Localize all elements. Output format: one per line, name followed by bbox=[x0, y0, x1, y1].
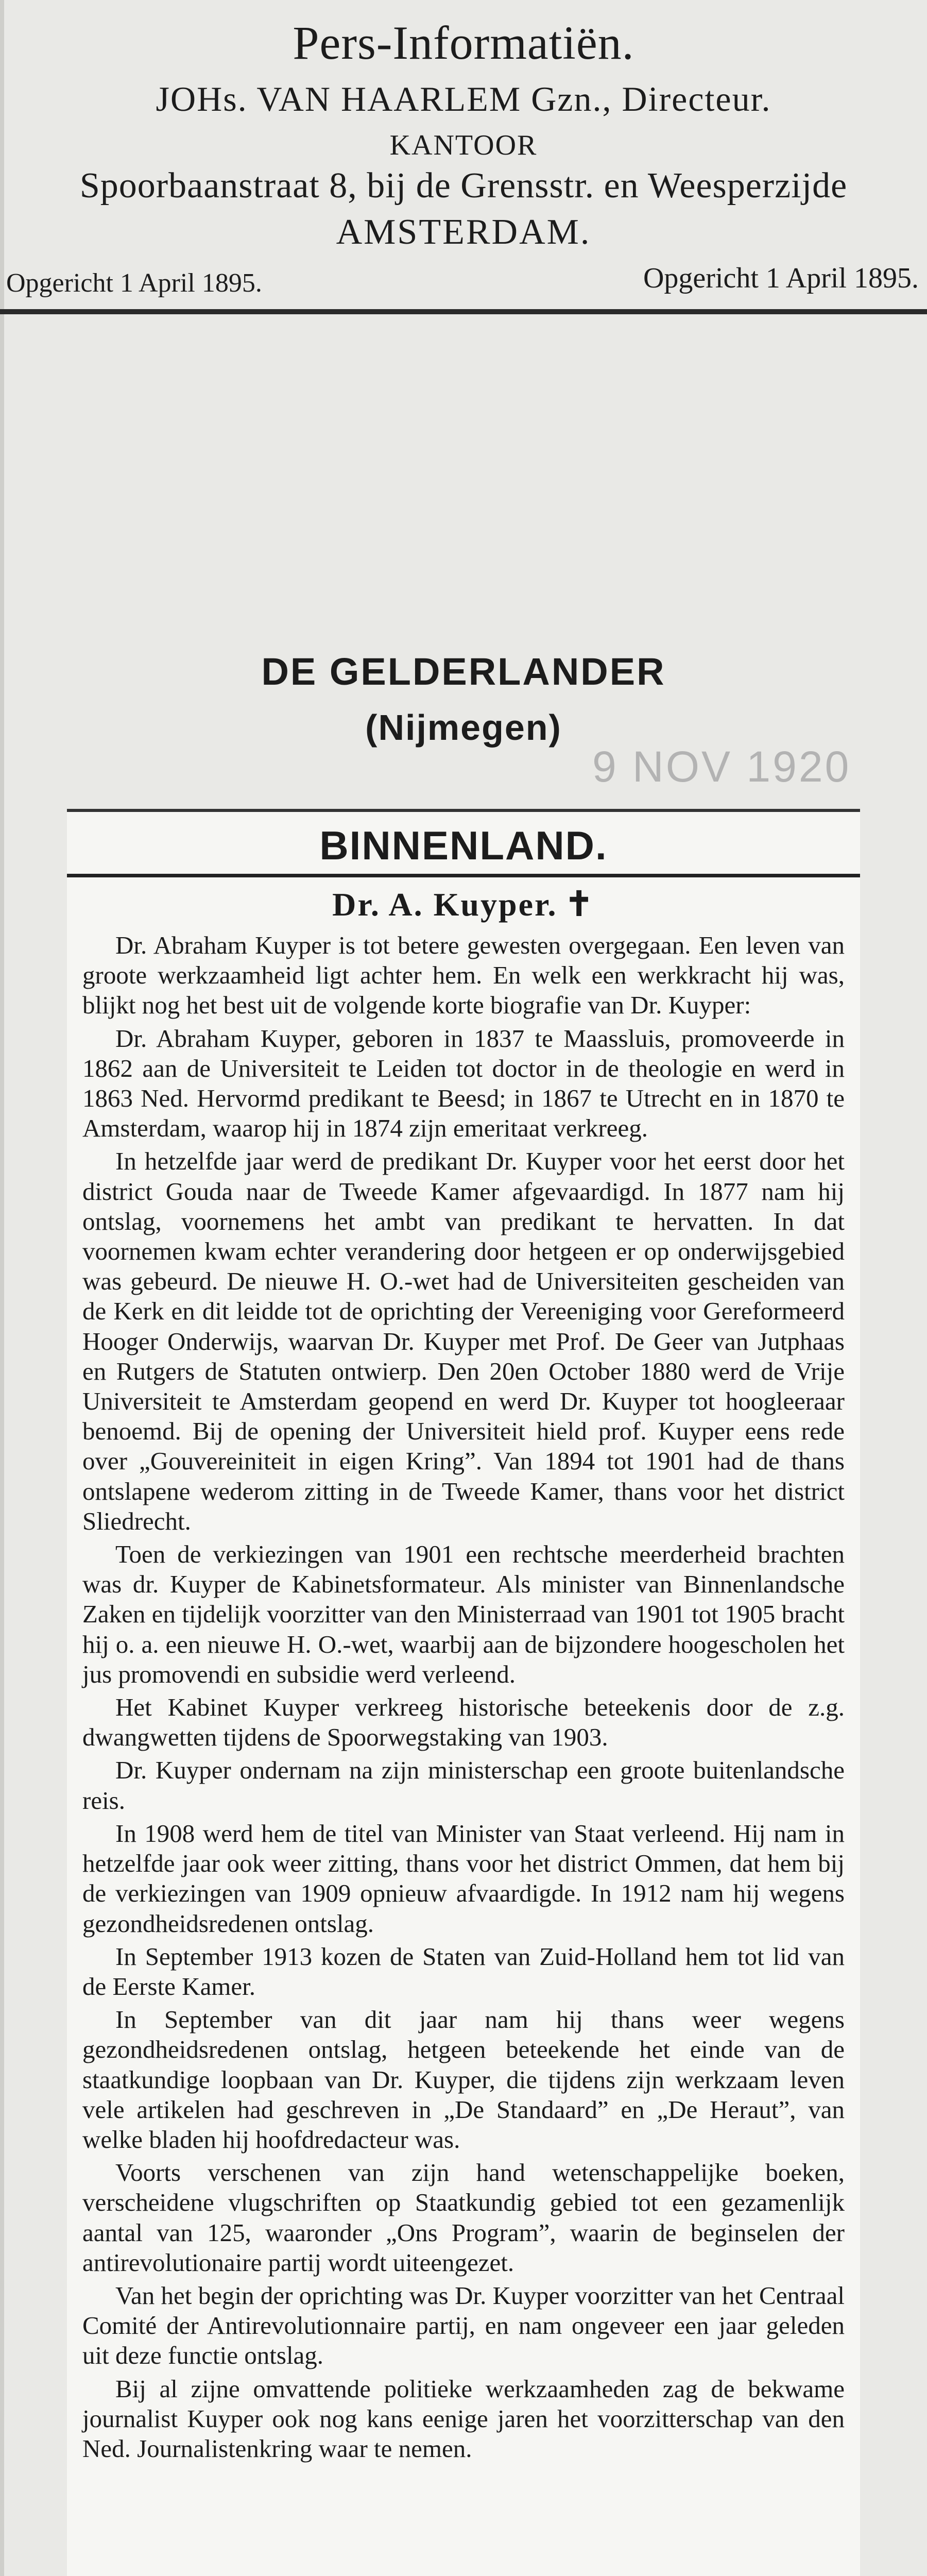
paragraph: Dr. Abraham Kuyper is tot betere gewesten overgegaan. Een leven van groote werkzaamheid ligt achter hem. En welk een werkkracht hij was, blijkt nog het best uit de volgende korte biografie van Dr. Kuyper: bbox=[82, 931, 845, 1020]
letterhead-title: Pers-Informatiën. bbox=[293, 16, 634, 69]
newspaper-clipping bbox=[67, 809, 860, 2576]
letterhead-address: Spoorbaanstraat 8, bij de Grensstr. en Weesperzijde bbox=[79, 166, 848, 206]
paragraph: Het Kabinet Kuyper verkreeg historische beteekenis door de z.g. dwangwetten tijdens de Spoorwegstaking van 1903. bbox=[82, 1693, 845, 1752]
paragraph: In September 1913 kozen de Staten van Zuid-Holland hem tot lid van de Eerste Kamer. bbox=[82, 1942, 845, 2001]
paragraph: Voorts verschenen van zijn hand wetenschappelijke boeken, verscheidene vlugschriften op Staatkundig gebied tot een gezamenlijk aantal van 125, waaronder „Ons Program”, waarin de beginselen der antirevolutionaire partij wordt uiteengezet. bbox=[82, 2158, 845, 2277]
letterhead-city: AMSTERDAM. bbox=[336, 212, 591, 252]
paragraph: Toen de verkiezingen van 1901 een rechtsche meerderheid brachten was dr. Kuyper de Kabinetsformateur. Als minister van Binnenlandsche Zaken en tijdelijk voorzitter van den Ministerraad van 1901 tot 1905 bracht hij o. a. een nieuwe H. O.-wet, waarbij aan de bijzondere hoogescholen het jus promovendi en subsidie werd verleend. bbox=[82, 1540, 845, 1688]
article-title bbox=[67, 885, 860, 924]
article-title-text: Dr. A. Kuyper. bbox=[332, 886, 558, 923]
date-stamp: 9 NOV 1920 bbox=[592, 742, 851, 791]
paragraph: Bij al zijne omvattende politieke werkzaamheden zag de bekwame journalist Kuyper ook nog kans eenige jaren het voorzitterschap van den Ned. Journalistenkring waar te nemen. bbox=[82, 2374, 845, 2463]
letterhead-office-label: KANTOOR bbox=[389, 129, 538, 161]
section-heading: BINNENLAND. bbox=[319, 823, 608, 868]
page-edge bbox=[0, 0, 4, 2576]
letterhead bbox=[0, 0, 927, 319]
section-rule bbox=[67, 874, 860, 877]
cross-icon: ✝ bbox=[564, 886, 595, 923]
article-body bbox=[82, 930, 845, 2467]
paragraph: In 1908 werd hem de titel van Minister van Staat verleend. Hij nam in hetzelfde jaar ook weer zitting, thans voor het district Ommen, dat hem bij de verkiezingen van 1909 opnieuw afvaardigde. In 1912 nam hij wegens gezondheidsredenen ontslag. bbox=[82, 1819, 845, 1938]
letterhead-divider bbox=[0, 309, 927, 314]
paragraph: Van het begin der oprichting was Dr. Kuyper voorzitter van het Centraal Comité der Antirevolutionnaire partij, en nam ongeveer een jaar geleden uit deze functie ontslag. bbox=[82, 2281, 845, 2370]
paragraph: Dr. Kuyper ondernam na zijn ministerschap een groote buitenlandsche reis. bbox=[82, 1756, 845, 1815]
clipping-top-rule bbox=[67, 809, 860, 812]
newspaper-name: DE GELDERLANDER bbox=[261, 650, 666, 693]
letterhead-founded-left: Opgericht 1 April 1895. bbox=[6, 268, 262, 298]
letterhead-founded-right: Opgericht 1 April 1895. bbox=[643, 262, 919, 294]
letterhead-director: JOHs. VAN HAARLEM Gzn., Directeur. bbox=[156, 79, 771, 118]
paragraph: In September van dit jaar nam hij thans weer wegens gezondheidsredenen ontslag, hetgeen beteekende het einde van de staatkundige loopbaan van Dr. Kuyper, die tijdens zijn werkzaam leven vele artikelen had geschreven in „De Standaard” en „De Heraut”, van welke bladen hij hoofdredacteur was. bbox=[82, 2005, 845, 2154]
newspaper-city: (Nijmegen) bbox=[365, 707, 562, 748]
paragraph: Dr. Abraham Kuyper, geboren in 1837 te Maassluis, promoveerde in 1862 aan de Universiteit te Leiden tot doctor in de theologie en werd in 1863 Ned. Hervormd predikant te Beesd; in 1867 te Utrecht en in 1870 te Amsterdam, waarop hij in 1874 zijn emeritaat verkreeg. bbox=[82, 1024, 845, 1143]
paragraph: In hetzelfde jaar werd de predikant Dr. Kuyper voor het eerst door het district Gouda naar de Tweede Kamer afgevaardigd. In 1877 nam hij ontslag, voornemens het ambt van predikant te hervatten. In dat voornemen kwam echter verandering door hetgeen er op onderwijsgebied was gebeurd. De nieuwe H. O.-wet had de Universiteiten gescheiden van de Kerk en dit leidde tot de oprichting der Vereeniging voor Gereformeerd Hooger Onderwijs, waarvan Dr. Kuyper met Prof. De Geer van Jutphaas en Rutgers de Statuten ontwierp. Den 20en October 1880 werd de Vrije Universiteit te Amsterdam geopend en werd Dr. Kuyper tot hoogleeraar benoemd. Bij de opening der Universiteit hield prof. Kuyper eens rede over „Gouvereiniteit in eigen Kring”. Van 1894 tot 1901 had de thans ontslapene wederom zitting in de Tweede Kamer, thans voor het district Sliedrecht. bbox=[82, 1147, 845, 1535]
